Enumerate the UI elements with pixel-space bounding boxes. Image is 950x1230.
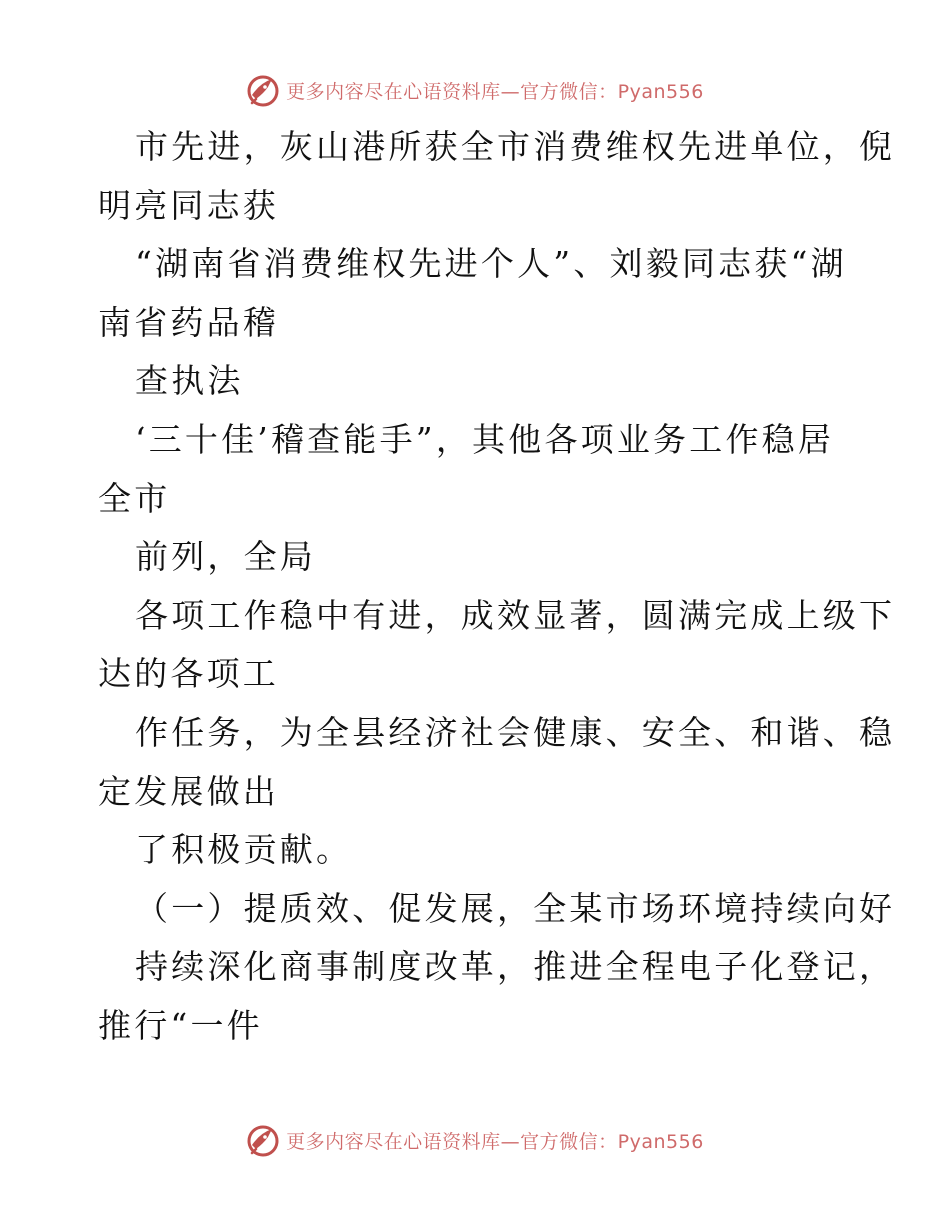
text-line: 明亮同志获 xyxy=(98,185,279,225)
text-line: 南省药品稽 xyxy=(98,302,279,342)
text-line: 定发展做出 xyxy=(98,771,279,811)
text-line: 前列，全局 xyxy=(135,537,316,577)
pen-nib-logo-icon xyxy=(246,1123,280,1157)
footer-watermark xyxy=(0,1122,950,1158)
text-line: “湖南省消费维权先进个人”、刘毅同志获“湖 xyxy=(135,244,847,284)
text-line: 推行“一件 xyxy=(98,1005,263,1045)
text-line: 了积极贡献。 xyxy=(135,830,353,870)
watermark-text: 更多内容尽在心语资料库—官方微信：Pyan556 xyxy=(286,80,704,103)
text-line: （一）提质效、促发展，全某市场环境持续向好 xyxy=(135,888,896,928)
document-body xyxy=(98,118,896,1056)
header-watermark xyxy=(0,72,950,108)
text-line: ‘三十佳’稽查能手”，其他各项业务工作稳居 xyxy=(135,419,835,459)
text-line: 达的各项工 xyxy=(98,654,279,694)
text-line: 各项工作稳中有进，成效显著，圆满完成上级下 xyxy=(135,595,896,635)
text-line: 持续深化商事制度改革，推进全程电子化登记， xyxy=(135,947,896,987)
pen-nib-logo-icon xyxy=(246,73,280,107)
text-line: 作任务，为全县经济社会健康、安全、和谐、稳 xyxy=(135,712,896,752)
watermark-text: 更多内容尽在心语资料库—官方微信：Pyan556 xyxy=(286,1130,704,1153)
text-line: 全市 xyxy=(98,478,171,518)
text-line: 市先进，灰山港所获全市消费维权先进单位，倪 xyxy=(135,127,896,166)
text-line: 查执法 xyxy=(135,361,244,401)
